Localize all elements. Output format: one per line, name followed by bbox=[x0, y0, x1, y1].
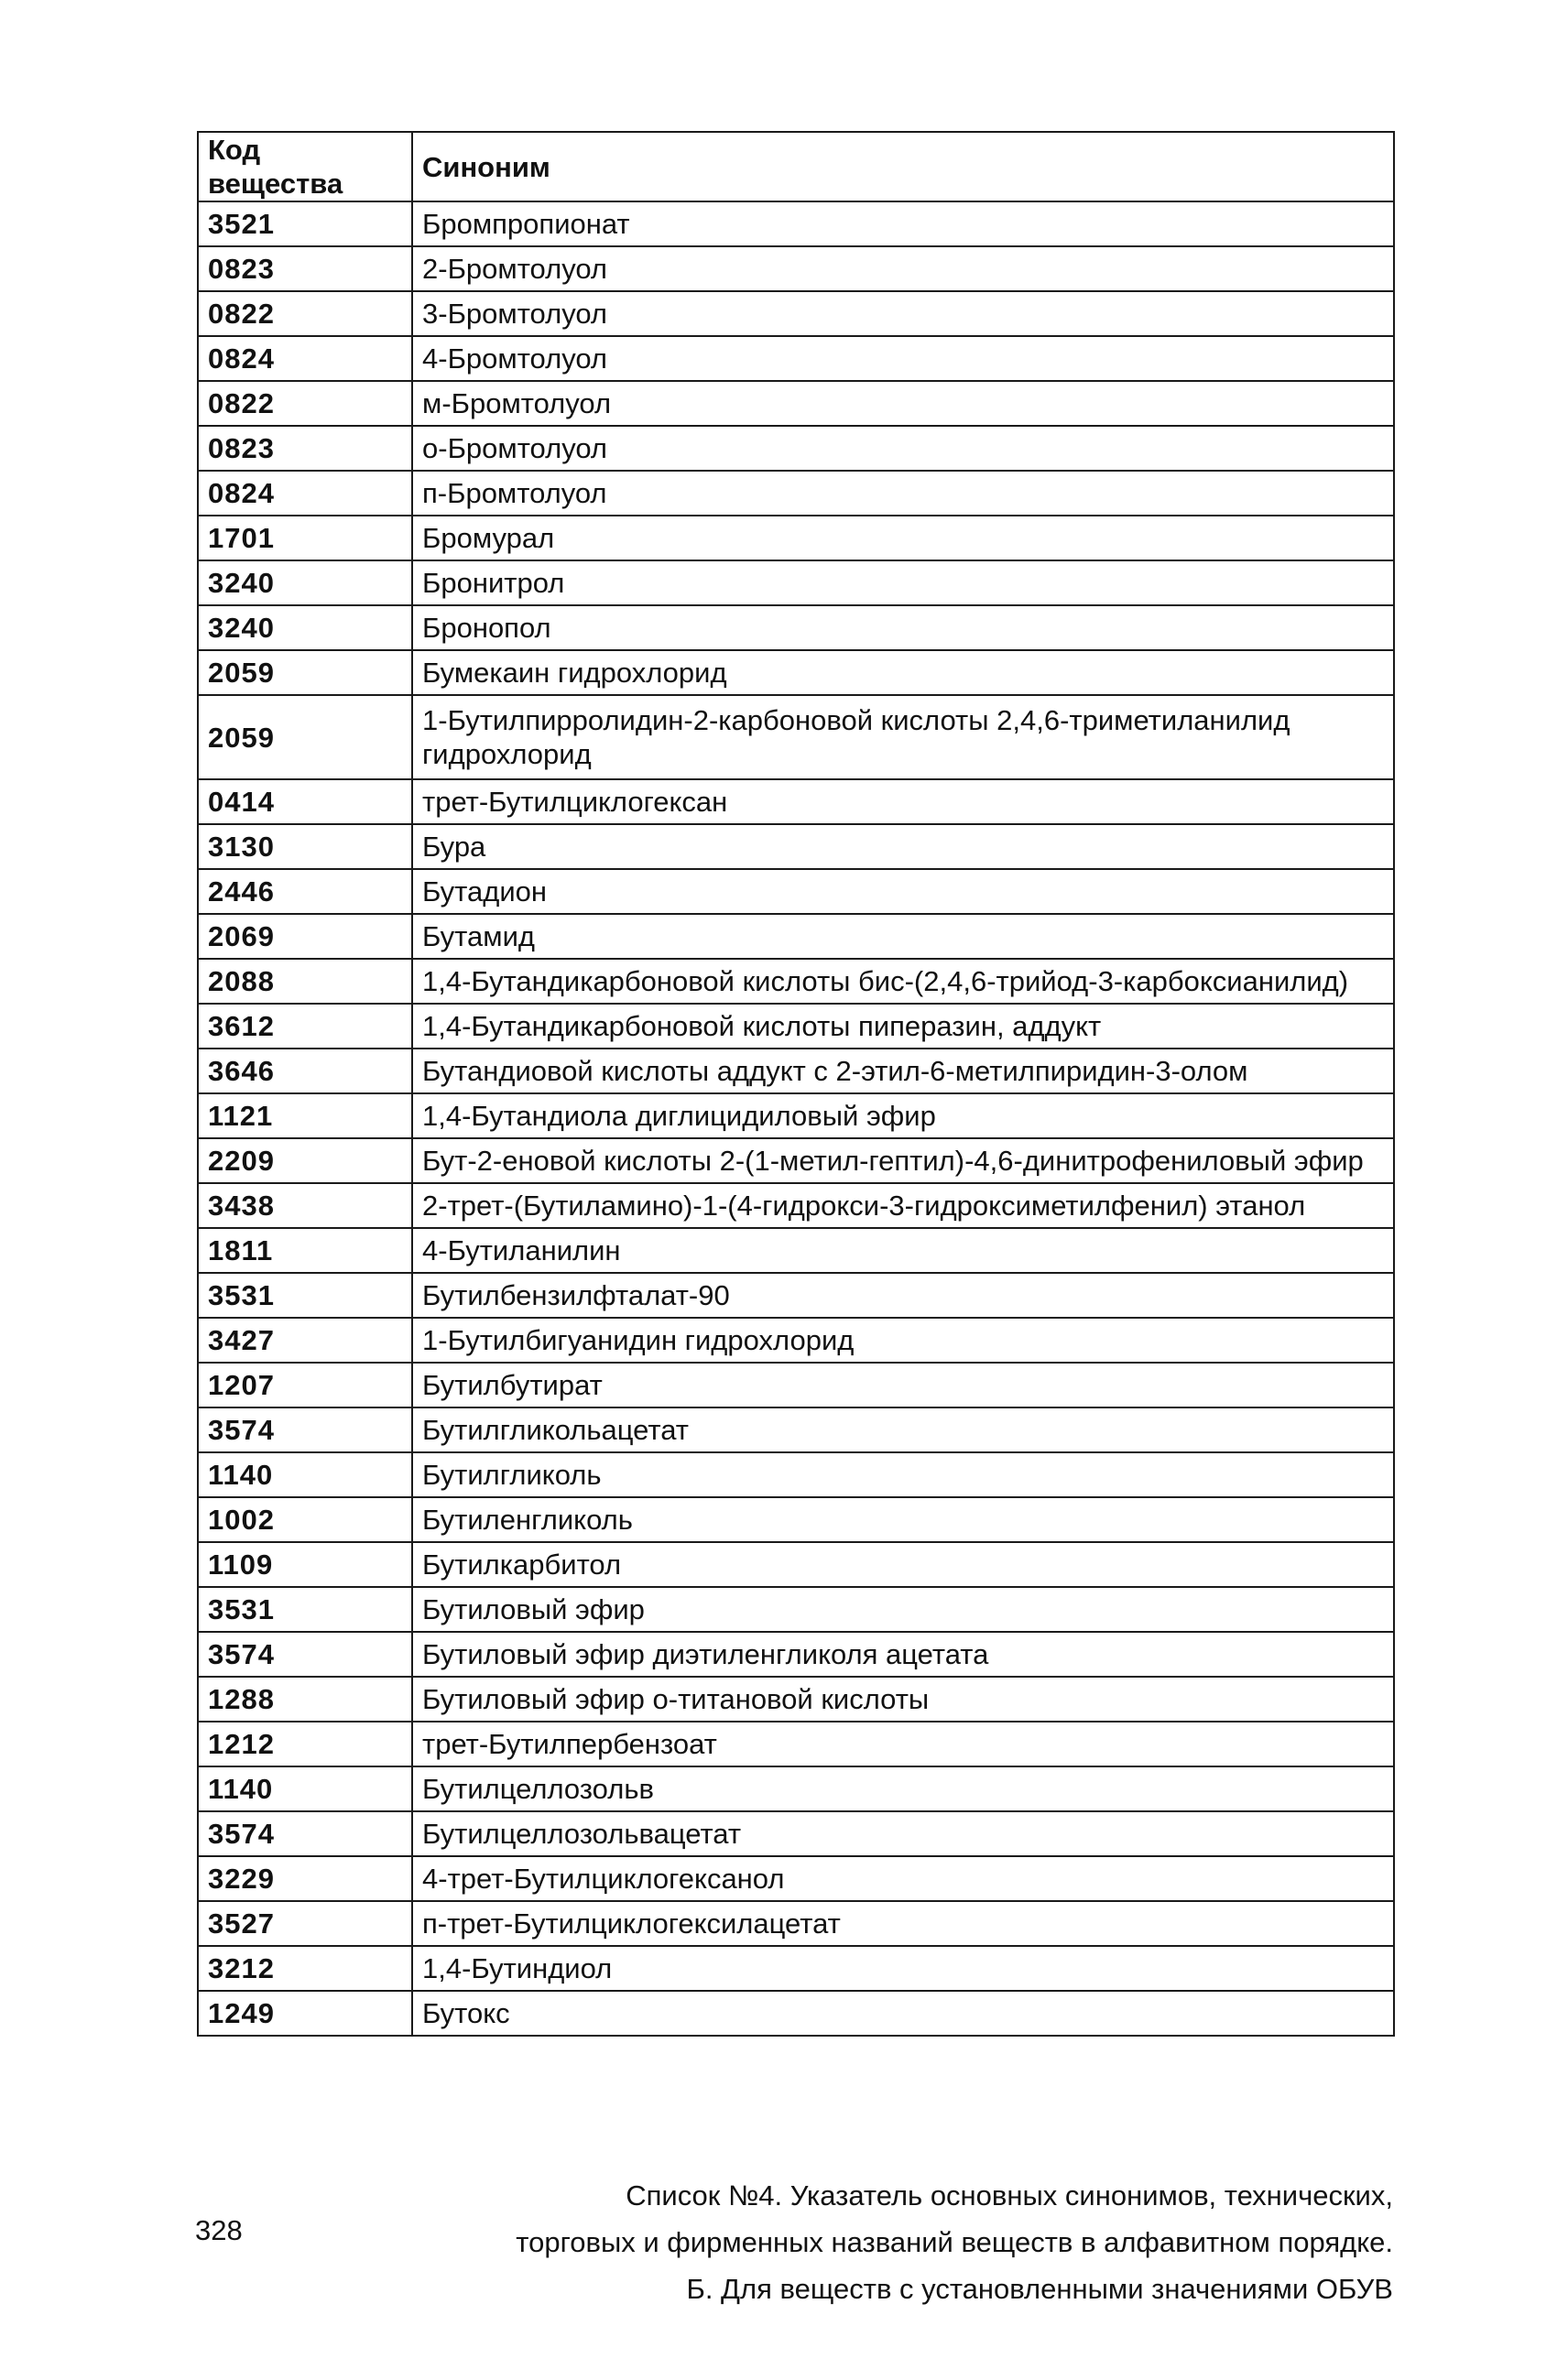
substance-code: 1121 bbox=[198, 1093, 412, 1138]
substance-code: 3229 bbox=[198, 1856, 412, 1901]
substance-code: 3574 bbox=[198, 1632, 412, 1677]
substance-code: 3612 bbox=[198, 1004, 412, 1049]
footer-line-3: Б. Для веществ с установленными значениями ОБУВ bbox=[686, 2273, 1393, 2305]
synonym-name: 4-Бромтолуол bbox=[412, 336, 1394, 381]
substance-code: 0823 bbox=[198, 426, 412, 471]
table-header-row bbox=[198, 132, 1394, 201]
table-row bbox=[198, 471, 1394, 516]
table-row bbox=[198, 914, 1394, 959]
substance-code: 3438 bbox=[198, 1183, 412, 1228]
substance-code: 3531 bbox=[198, 1587, 412, 1632]
substance-code: 3527 bbox=[198, 1901, 412, 1946]
table-row bbox=[198, 1856, 1394, 1901]
substance-code: 2069 bbox=[198, 914, 412, 959]
synonym-name: Бутилгликоль bbox=[412, 1452, 1394, 1497]
synonym-name: 1,4-Бутандикарбоновой кислоты бис-(2,4,6-трийод-3-карбоксианилид) bbox=[412, 959, 1394, 1004]
synonym-name: 1-Бутилбигуанидин гидрохлорид bbox=[412, 1318, 1394, 1363]
table-row bbox=[198, 605, 1394, 650]
table-row bbox=[198, 1497, 1394, 1542]
synonym-name: Бутилбензилфталат-90 bbox=[412, 1273, 1394, 1318]
table-row bbox=[198, 201, 1394, 246]
synonym-name: трет-Бутилпербензоат bbox=[412, 1722, 1394, 1766]
table-row bbox=[198, 779, 1394, 824]
synonym-name: трет-Бутилциклогексан bbox=[412, 779, 1394, 824]
synonym-name: Бутилгликольацетат bbox=[412, 1407, 1394, 1452]
substance-code: 3130 bbox=[198, 824, 412, 869]
substance-code: 3531 bbox=[198, 1273, 412, 1318]
substance-code: 2088 bbox=[198, 959, 412, 1004]
synonym-name: Бутилцеллозольвацетат bbox=[412, 1811, 1394, 1856]
table-row bbox=[198, 516, 1394, 560]
synonym-name: Бутадион bbox=[412, 869, 1394, 914]
substance-code: 0824 bbox=[198, 336, 412, 381]
synonym-name: Бура bbox=[412, 824, 1394, 869]
table-row bbox=[198, 1991, 1394, 2036]
synonym-name: 1,4-Бутиндиол bbox=[412, 1946, 1394, 1991]
synonym-name: 2-Бромтолуол bbox=[412, 246, 1394, 291]
synonym-name: Бронитрол bbox=[412, 560, 1394, 605]
substance-code: 3646 bbox=[198, 1049, 412, 1093]
synonym-name: Бутилбутират bbox=[412, 1363, 1394, 1407]
table-row bbox=[198, 336, 1394, 381]
table-body bbox=[198, 201, 1394, 2036]
synonym-name: Бронопол bbox=[412, 605, 1394, 650]
synonym-name: Бут-2-еновой кислоты 2-(1-метил-гептил)-4,6-динитрофениловый эфир bbox=[412, 1138, 1394, 1183]
synonym-name: п-трет-Бутилциклогексилацетат bbox=[412, 1901, 1394, 1946]
table-row bbox=[198, 381, 1394, 426]
substance-code: 1140 bbox=[198, 1766, 412, 1811]
synonym-name: Бутамид bbox=[412, 914, 1394, 959]
substance-code: 1002 bbox=[198, 1497, 412, 1542]
table-row bbox=[198, 1228, 1394, 1273]
substance-code: 0414 bbox=[198, 779, 412, 824]
table-row bbox=[198, 426, 1394, 471]
substance-code: 2209 bbox=[198, 1138, 412, 1183]
substance-code: 1288 bbox=[198, 1677, 412, 1722]
table-row bbox=[198, 1183, 1394, 1228]
table-row bbox=[198, 1004, 1394, 1049]
table-row bbox=[198, 1049, 1394, 1093]
table-row bbox=[198, 824, 1394, 869]
page-number: 328 bbox=[195, 2214, 243, 2246]
table-row bbox=[198, 869, 1394, 914]
table-row bbox=[198, 1138, 1394, 1183]
synonym-name: Бромурал bbox=[412, 516, 1394, 560]
synonym-name: Бромпропионат bbox=[412, 201, 1394, 246]
substance-code: 1811 bbox=[198, 1228, 412, 1273]
substance-code: 3427 bbox=[198, 1318, 412, 1363]
substance-code: 0822 bbox=[198, 291, 412, 336]
synonym-name: 1,4-Бутандиола диглицидиловый эфир bbox=[412, 1093, 1394, 1138]
table-row bbox=[198, 1452, 1394, 1497]
substance-code: 1249 bbox=[198, 1991, 412, 2036]
table-row bbox=[198, 695, 1394, 779]
table-row bbox=[198, 1722, 1394, 1766]
synonym-name: Бутиловый эфир bbox=[412, 1587, 1394, 1632]
substance-code: 1109 bbox=[198, 1542, 412, 1587]
synonym-name: Бумекаин гидрохлорид bbox=[412, 650, 1394, 695]
substance-code: 1207 bbox=[198, 1363, 412, 1407]
table-row bbox=[198, 1542, 1394, 1587]
table-row bbox=[198, 1273, 1394, 1318]
table-row bbox=[198, 1407, 1394, 1452]
table-row bbox=[198, 1632, 1394, 1677]
synonym-name: 4-Бутиланилин bbox=[412, 1228, 1394, 1273]
substance-code: 3240 bbox=[198, 605, 412, 650]
header-synonym: Синоним bbox=[412, 132, 1394, 201]
substance-code: 2059 bbox=[198, 650, 412, 695]
table-row bbox=[198, 1901, 1394, 1946]
table-row bbox=[198, 246, 1394, 291]
synonym-name: Бутиленгликоль bbox=[412, 1497, 1394, 1542]
page-footer bbox=[477, 2172, 1393, 2312]
table-row bbox=[198, 1811, 1394, 1856]
substance-code: 1140 bbox=[198, 1452, 412, 1497]
synonym-name: Бутиловый эфир диэтиленгликоля ацетата bbox=[412, 1632, 1394, 1677]
synonym-name: о-Бромтолуол bbox=[412, 426, 1394, 471]
table-row bbox=[198, 1766, 1394, 1811]
substance-code: 3212 bbox=[198, 1946, 412, 1991]
synonym-name: 1-Бутилпирролидин-2-карбоновой кислоты 2,4,6-триметиланилид гидрохлорид bbox=[412, 695, 1394, 779]
footer-line-2: торговых и фирменных названий веществ в алфавитном порядке. bbox=[516, 2226, 1393, 2258]
substance-code: 3521 bbox=[198, 201, 412, 246]
synonym-name: Бутокс bbox=[412, 1991, 1394, 2036]
table-row bbox=[198, 1318, 1394, 1363]
synonym-name: 2-трет-(Бутиламино)-1-(4-гидрокси-3-гидроксиметилфенил) этанол bbox=[412, 1183, 1394, 1228]
synonym-name: Бутиловый эфир о-титановой кислоты bbox=[412, 1677, 1394, 1722]
synonym-name: Бутандиовой кислоты аддукт с 2-этил-6-метилпиридин-3-олом bbox=[412, 1049, 1394, 1093]
synonym-name: 3-Бромтолуол bbox=[412, 291, 1394, 336]
synonym-name: м-Бромтолуол bbox=[412, 381, 1394, 426]
synonym-name: Бутилкарбитол bbox=[412, 1542, 1394, 1587]
substance-code: 0822 bbox=[198, 381, 412, 426]
footer-line-1: Список №4. Указатель основных синонимов, технических, bbox=[626, 2179, 1393, 2212]
table-row bbox=[198, 1093, 1394, 1138]
substance-code: 3574 bbox=[198, 1407, 412, 1452]
substance-code: 3240 bbox=[198, 560, 412, 605]
substance-code: 0824 bbox=[198, 471, 412, 516]
table-row bbox=[198, 291, 1394, 336]
table-row bbox=[198, 1946, 1394, 1991]
synonym-name: 4-трет-Бутилциклогексанол bbox=[412, 1856, 1394, 1901]
substance-code: 2446 bbox=[198, 869, 412, 914]
header-code: Код вещества bbox=[198, 132, 412, 201]
table-row bbox=[198, 1363, 1394, 1407]
synonym-name: Бутилцеллозольв bbox=[412, 1766, 1394, 1811]
synonym-name: п-Бромтолуол bbox=[412, 471, 1394, 516]
synonym-table bbox=[197, 131, 1395, 2037]
synonym-table-container bbox=[197, 131, 1393, 2037]
substance-code: 1701 bbox=[198, 516, 412, 560]
substance-code: 1212 bbox=[198, 1722, 412, 1766]
substance-code: 3574 bbox=[198, 1811, 412, 1856]
table-row bbox=[198, 560, 1394, 605]
table-row bbox=[198, 1587, 1394, 1632]
synonym-name: 1,4-Бутандикарбоновой кислоты пиперазин, аддукт bbox=[412, 1004, 1394, 1049]
table-row bbox=[198, 650, 1394, 695]
table-row bbox=[198, 1677, 1394, 1722]
substance-code: 0823 bbox=[198, 246, 412, 291]
substance-code: 2059 bbox=[198, 695, 412, 779]
table-row bbox=[198, 959, 1394, 1004]
